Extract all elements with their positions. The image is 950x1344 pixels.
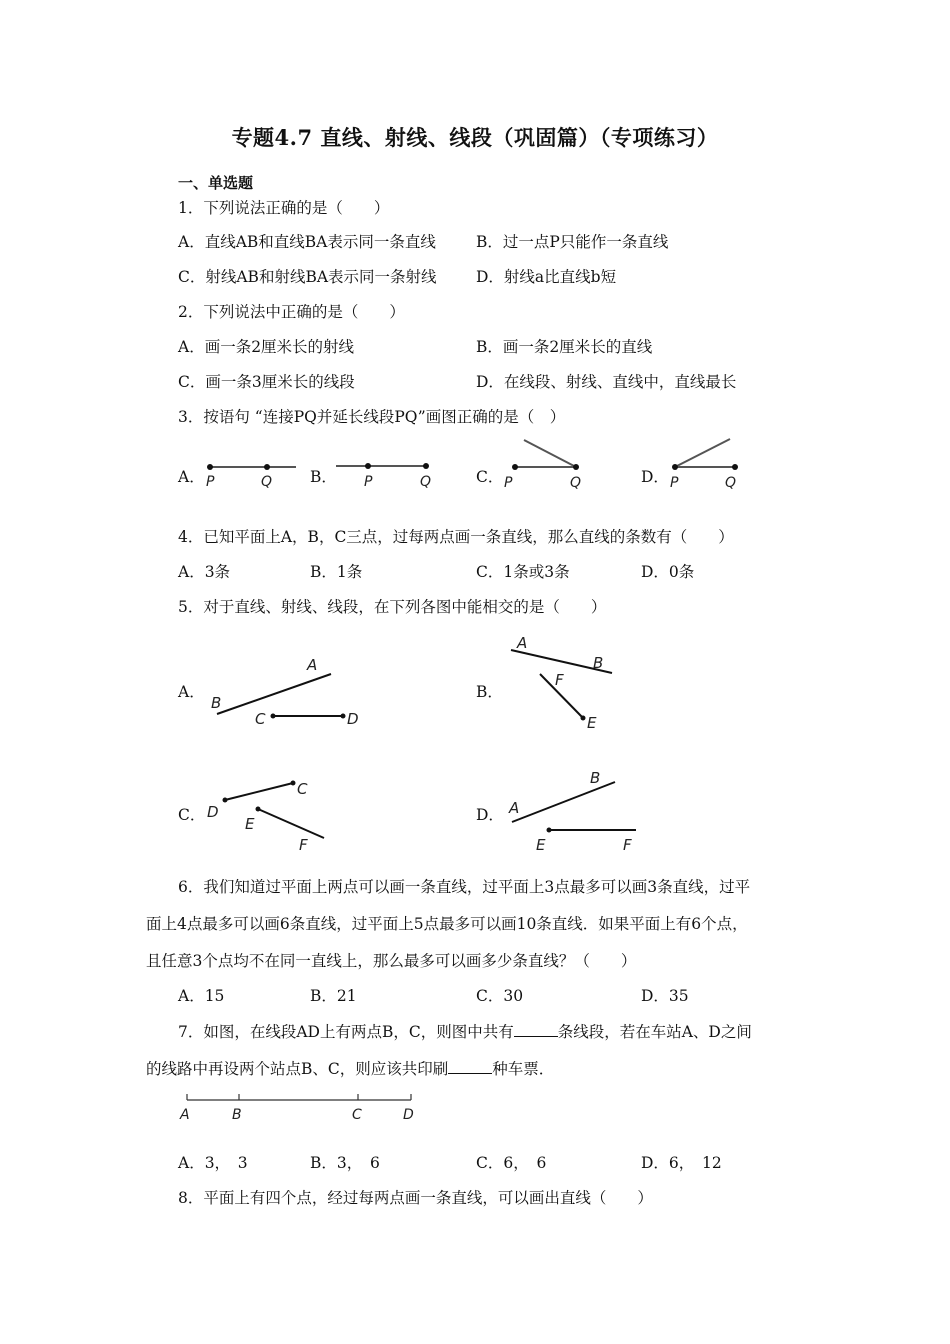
question-7-option-d: D．6， 12 — [641, 1154, 722, 1172]
question-7-text-part-4: 种车票． — [492, 1060, 555, 1078]
point-label-d: D — [403, 1107, 414, 1123]
question-8-stem: 8．平面上有四个点，经过每两点画一条直线，可以画出直线（ ） — [178, 1189, 653, 1207]
point-label: P — [670, 475, 679, 491]
svg-text:F: F — [555, 671, 564, 689]
question-7-text-part-3: 的线路中再设两个站点B、C，则应该共印刷 — [146, 1060, 449, 1078]
svg-text:D: D — [347, 710, 359, 728]
question-2-stem: 2．下列说法中正确的是（ ） — [178, 303, 405, 321]
svg-text:F: F — [623, 836, 632, 854]
point-label: Q — [570, 475, 582, 491]
question-7-text-part-1: 7．如图，在线段AD上有两点B，C，则图中共有 — [178, 1023, 514, 1041]
svg-text:E: E — [245, 815, 255, 833]
question-5-figure-a — [205, 650, 375, 735]
svg-text:B: B — [593, 654, 604, 672]
question-2-option-c: C．画一条3厘米长的线段 — [178, 373, 355, 391]
question-3-figure-a — [200, 455, 300, 495]
point-label: Q — [725, 475, 737, 491]
question-4-stem: 4．已知平面上A，B，C三点，过每两点画一条直线，那么直线的条数有（ ） — [178, 528, 734, 546]
question-4-option-d: D．0条 — [641, 563, 695, 581]
svg-text:F: F — [299, 836, 308, 854]
question-6-line-2: 面上4点最多可以画6条直线，过平面上5点最多可以画10条直线．如果平面上有6个点， — [146, 915, 748, 933]
point-label: Q — [420, 474, 432, 490]
question-4-option-b: B．1条 — [310, 563, 363, 581]
point-label-c: C — [352, 1107, 362, 1123]
section-heading: 一、单选题 — [178, 174, 254, 192]
question-5-figure-b — [505, 630, 625, 735]
question-7-option-c: C．6， 6 — [476, 1154, 547, 1172]
question-4-option-c: C．1条或3条 — [476, 563, 570, 581]
question-6-line-3: 且任意3个点均不在同一直线上，那么最多可以画多少条直线？（ ） — [146, 952, 637, 970]
question-7-figure — [175, 1090, 425, 1125]
svg-text:A: A — [517, 634, 528, 652]
question-3-figure-b — [330, 455, 440, 495]
question-3-option-a: A． — [178, 468, 205, 486]
question-3-figure-c — [500, 435, 600, 495]
question-1-stem: 1．下列说法正确的是（ ） — [178, 199, 390, 217]
svg-text:C: C — [297, 780, 308, 798]
question-2-option-d: D．在线段、射线、直线中，直线最长 — [476, 373, 737, 391]
question-3-stem: 3．按语句 “连接PQ并延长线段PQ”画图正确的是（ ） — [178, 408, 566, 426]
point-label: P — [504, 475, 513, 491]
question-3-figure-d — [665, 435, 755, 495]
answer-blank — [514, 1022, 558, 1037]
page-title: 专题4.7 直线、射线、线段（巩固篇）（专项练习） — [231, 125, 719, 150]
question-7-line-1 — [178, 1022, 752, 1042]
question-6-option-b: B．21 — [310, 987, 357, 1005]
svg-text:C: C — [255, 710, 266, 728]
question-5-stem: 5．对于直线、射线、线段，在下列各图中能相交的是（ ） — [178, 598, 607, 616]
svg-text:B: B — [211, 694, 222, 712]
question-6-option-a: A．15 — [178, 987, 225, 1005]
question-1-option-b: B．过一点P只能作一条直线 — [476, 233, 669, 251]
question-5-option-b: B． — [476, 683, 503, 701]
question-2-option-b: B．画一条2厘米长的直线 — [476, 338, 653, 356]
question-5-figure-c — [200, 770, 335, 860]
question-6-option-d: D．35 — [641, 987, 689, 1005]
question-3-option-c: C． — [476, 468, 504, 486]
question-3-option-b: B． — [310, 468, 337, 486]
question-7-option-b: B．3， 6 — [310, 1154, 380, 1172]
point-label: P — [206, 474, 215, 490]
question-5-option-d: D． — [476, 806, 504, 824]
question-1-option-a: A．直线AB和直线BA表示同一条直线 — [178, 233, 436, 251]
question-3-option-d: D． — [641, 468, 669, 486]
question-6-line-1: 6．我们知道过平面上两点可以画一条直线，过平面上3点最多可以画3条直线，过平 — [178, 878, 751, 896]
svg-text:B: B — [590, 769, 601, 787]
question-1-option-c: C．射线AB和射线BA表示同一条射线 — [178, 268, 437, 286]
question-7-text-part-2: 条线段，若在车站A、D之间 — [557, 1023, 752, 1041]
point-label-b: B — [232, 1107, 242, 1123]
question-6-option-c: C．30 — [476, 987, 524, 1005]
svg-text:D: D — [207, 803, 219, 821]
svg-text:E: E — [536, 836, 546, 854]
svg-text:A: A — [307, 656, 318, 674]
question-4-option-a: A．3条 — [178, 563, 231, 581]
question-7-option-a: A．3， 3 — [178, 1154, 248, 1172]
question-5-figure-d — [505, 765, 650, 855]
svg-text:A: A — [509, 799, 520, 817]
answer-blank — [448, 1059, 492, 1074]
question-7-line-2 — [146, 1059, 554, 1079]
question-1-option-d: D．射线a比直线b短 — [476, 268, 617, 286]
svg-text:E: E — [587, 714, 597, 732]
question-2-option-a: A．画一条2厘米长的射线 — [178, 338, 355, 356]
question-5-option-c: C． — [178, 806, 206, 824]
question-5-option-a: A． — [178, 683, 205, 701]
point-label-a: A — [180, 1107, 190, 1123]
point-label: P — [364, 474, 373, 490]
point-label: Q — [261, 474, 273, 490]
